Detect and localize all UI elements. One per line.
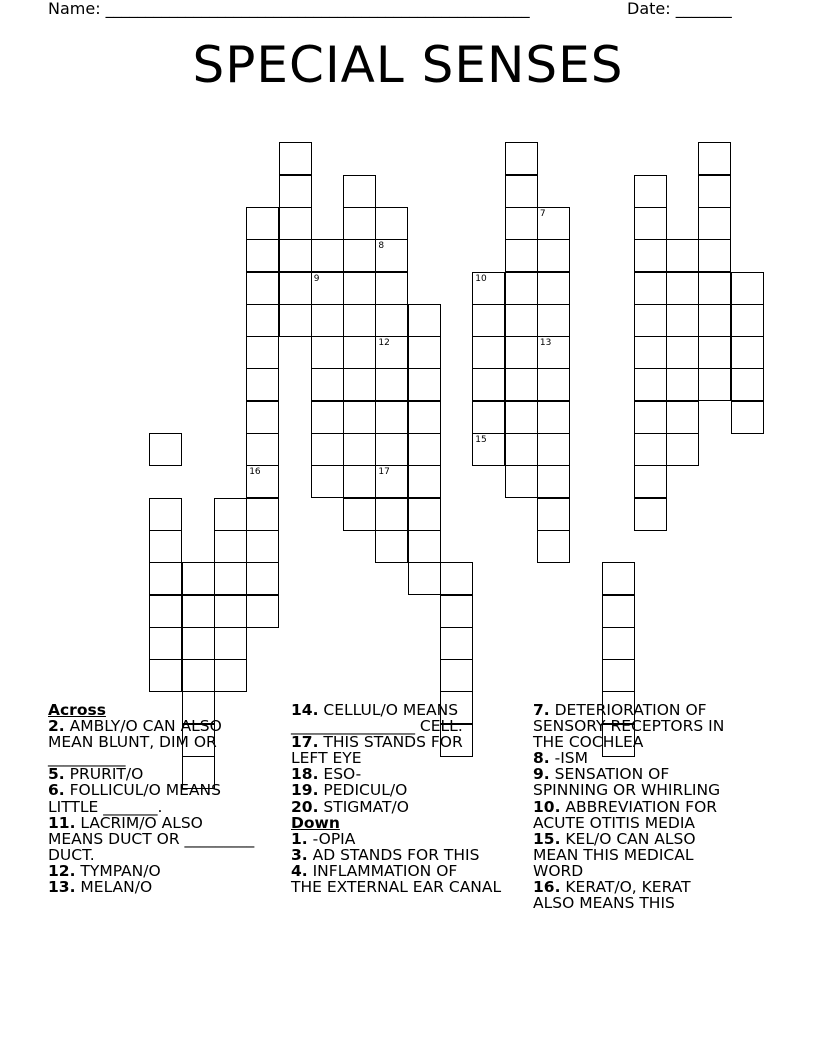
- grid-cell[interactable]: [375, 433, 408, 466]
- clue-line: [291, 782, 527, 798]
- clue-number-label: 20.: [291, 797, 319, 816]
- across-clues-list: [48, 718, 284, 895]
- grid-cell[interactable]: [311, 239, 344, 272]
- grid-cell[interactable]: [698, 368, 731, 401]
- grid-cell[interactable]: [279, 239, 312, 272]
- clue-number-label: 12.: [48, 861, 76, 880]
- grid-cell[interactable]: [149, 530, 182, 563]
- clue-number-label: 5.: [48, 765, 65, 784]
- clue-text: KEL/O CAN ALSO: [560, 829, 696, 848]
- clue-text: MEAN BLUNT, DIM OR: [48, 733, 217, 752]
- clues-column-3: [533, 702, 773, 911]
- grid-cell[interactable]: [634, 465, 667, 498]
- clues-column-1: [48, 702, 284, 895]
- grid-cell[interactable]: [182, 595, 215, 628]
- clue-line: [291, 702, 527, 718]
- clue-text: AMBLY/O CAN ALSO: [64, 717, 222, 736]
- clue-line: [48, 847, 284, 863]
- grid-cell[interactable]: [182, 562, 215, 595]
- clue-number: 15: [475, 435, 487, 445]
- grid-cell[interactable]: [149, 595, 182, 628]
- clue-line: [533, 879, 773, 895]
- clue-line: [533, 815, 773, 831]
- clue-number-label: 2.: [48, 717, 65, 736]
- clue-number-label: 6.: [48, 781, 65, 800]
- grid-cell[interactable]: [149, 433, 182, 466]
- grid-cell[interactable]: [343, 272, 376, 305]
- clue-line: [48, 863, 284, 879]
- grid-cell[interactable]: [279, 142, 312, 175]
- clue-number-label: 19.: [291, 781, 319, 800]
- clue-text: ALSO MEANS THIS: [533, 894, 675, 913]
- grid-cell[interactable]: [279, 304, 312, 337]
- clue-line: [291, 799, 527, 815]
- grid-cell[interactable]: [666, 368, 699, 401]
- grid-cell[interactable]: [634, 433, 667, 466]
- grid-cell[interactable]: [666, 272, 699, 305]
- clue-line: [533, 863, 773, 879]
- page-title: SPECIAL SENSES: [192, 36, 624, 94]
- grid-cell[interactable]: [311, 433, 344, 466]
- clue-text: THE EXTERNAL EAR CANAL: [291, 878, 502, 897]
- grid-cell[interactable]: [440, 562, 473, 595]
- grid-cell[interactable]: [602, 562, 635, 595]
- grid-cell[interactable]: [408, 433, 441, 466]
- grid-cell[interactable]: [246, 239, 279, 272]
- grid-cell[interactable]: [634, 368, 667, 401]
- grid-cell[interactable]: [375, 207, 408, 240]
- grid-cell[interactable]: [505, 175, 538, 208]
- clue-text: WORD: [533, 861, 584, 880]
- grid-cell[interactable]: [375, 272, 408, 305]
- clue-line: [48, 718, 284, 734]
- clue-text: LEFT EYE: [291, 749, 362, 768]
- grid-cell[interactable]: [375, 401, 408, 434]
- clue-number-label: 1.: [291, 829, 308, 848]
- grid-cell[interactable]: [375, 239, 408, 272]
- grid-cell[interactable]: [149, 562, 182, 595]
- grid-cell[interactable]: [634, 175, 667, 208]
- clue-line: [291, 847, 527, 863]
- grid-cell[interactable]: [698, 239, 731, 272]
- grid-cell[interactable]: [472, 336, 505, 369]
- grid-cell[interactable]: [375, 368, 408, 401]
- clue-number-label: 9.: [533, 765, 550, 784]
- clue-number-label: 4.: [291, 861, 308, 880]
- grid-cell[interactable]: [246, 207, 279, 240]
- grid-cell[interactable]: [311, 304, 344, 337]
- grid-cell[interactable]: [505, 465, 538, 498]
- clue-text: PRURIT/O: [64, 765, 144, 784]
- clue-text: __________: [48, 749, 126, 768]
- grid-cell[interactable]: [246, 465, 279, 498]
- clue-line: [533, 766, 773, 782]
- grid-cell[interactable]: [246, 562, 279, 595]
- clues-column-2: [291, 702, 527, 895]
- clue-number-label: 11.: [48, 813, 76, 832]
- grid-cell[interactable]: [634, 401, 667, 434]
- clue-number-label: 14.: [291, 701, 319, 719]
- clue-number-label: 17.: [291, 733, 319, 752]
- grid-cell[interactable]: [698, 336, 731, 369]
- grid-cell[interactable]: [472, 368, 505, 401]
- clue-text: ________________ CELL.: [291, 717, 463, 736]
- grid-cell[interactable]: [246, 336, 279, 369]
- grid-cell[interactable]: [537, 304, 570, 337]
- grid-cell[interactable]: [408, 562, 441, 595]
- clue-text: TYMPAN/O: [75, 861, 161, 880]
- clue-text: -ISM: [549, 749, 588, 768]
- clue-line: [48, 782, 284, 798]
- grid-cell[interactable]: [472, 272, 505, 305]
- grid-cell[interactable]: [214, 627, 247, 660]
- grid-cell[interactable]: [343, 239, 376, 272]
- grid-cell[interactable]: [505, 368, 538, 401]
- clue-text: SENSATION OF: [549, 765, 670, 784]
- clue-text: MEANS DUCT OR _________: [48, 829, 255, 848]
- grid-cell[interactable]: [666, 304, 699, 337]
- grid-cell[interactable]: [343, 433, 376, 466]
- grid-cell[interactable]: [214, 562, 247, 595]
- clue-line: [291, 863, 527, 879]
- grid-cell[interactable]: [279, 207, 312, 240]
- clue-text: LITTLE _______.: [48, 797, 163, 816]
- grid-cell[interactable]: [602, 627, 635, 660]
- grid-cell[interactable]: [279, 175, 312, 208]
- clue-number: 7: [539, 208, 546, 219]
- grid-cell[interactable]: [505, 272, 538, 305]
- clue-number: 17: [378, 467, 390, 478]
- grid-cell[interactable]: [214, 498, 247, 531]
- grid-cell[interactable]: [537, 239, 570, 272]
- grid-cell[interactable]: [602, 659, 635, 692]
- clue-line: [291, 766, 527, 782]
- clue-line: [291, 718, 527, 734]
- grid-cell[interactable]: [731, 272, 764, 305]
- clue-line: [533, 782, 773, 798]
- grid-cell[interactable]: [246, 304, 279, 337]
- clue-number-label: 8.: [533, 749, 550, 768]
- clue-line: [291, 734, 527, 750]
- grid-cell[interactable]: [505, 239, 538, 272]
- clue-line: [533, 895, 773, 911]
- grid-cell[interactable]: [375, 530, 408, 563]
- clue-line: [533, 847, 773, 863]
- clue-line: [48, 831, 284, 847]
- clue-number: 12: [378, 338, 390, 349]
- grid-cell[interactable]: [311, 272, 344, 305]
- grid-cell[interactable]: [537, 401, 570, 434]
- grid-cell[interactable]: [698, 304, 731, 337]
- grid-cell[interactable]: [311, 465, 344, 498]
- grid-cell[interactable]: [343, 368, 376, 401]
- grid-cell[interactable]: [440, 627, 473, 660]
- clue-text: MEAN THIS MEDICAL: [533, 845, 694, 864]
- clue-line: [533, 750, 773, 766]
- clue-line: [291, 879, 527, 895]
- grid-cell[interactable]: [698, 175, 731, 208]
- grid-cell[interactable]: [634, 272, 667, 305]
- grid-cell[interactable]: [731, 336, 764, 369]
- grid-cell[interactable]: [505, 401, 538, 434]
- grid-cell[interactable]: [182, 659, 215, 692]
- down-clues-list: [291, 831, 527, 895]
- grid-cell[interactable]: [375, 336, 408, 369]
- grid-cell[interactable]: [634, 498, 667, 531]
- clue-text: INFLAMMATION OF: [307, 861, 458, 880]
- grid-cell[interactable]: [214, 530, 247, 563]
- grid-cell[interactable]: [634, 239, 667, 272]
- clue-number: 10: [475, 273, 487, 284]
- grid-cell[interactable]: [666, 239, 699, 272]
- across-clues-list-continued: [291, 702, 527, 815]
- clue-text: LACRIM/O ALSO: [75, 813, 203, 832]
- clue-line: [48, 766, 284, 782]
- clue-line: [48, 750, 284, 766]
- down-clues-list-continued: [533, 702, 773, 911]
- clue-line: [48, 879, 284, 895]
- clue-text: THE COCHLEA: [533, 733, 644, 752]
- grid-cell[interactable]: [246, 595, 279, 628]
- grid-cell[interactable]: [537, 465, 570, 498]
- grid-cell[interactable]: [149, 659, 182, 692]
- grid-cell[interactable]: [537, 207, 570, 240]
- grid-cell[interactable]: [408, 465, 441, 498]
- clue-line: [533, 831, 773, 847]
- name-field-line: Name: _____________________________________________________: [48, 0, 530, 18]
- grid-cell[interactable]: [246, 272, 279, 305]
- grid-cell[interactable]: [408, 498, 441, 531]
- grid-cell[interactable]: [698, 272, 731, 305]
- grid-cell[interactable]: [375, 465, 408, 498]
- clue-line: [533, 734, 773, 750]
- grid-cell[interactable]: [343, 175, 376, 208]
- down-heading: Down: [291, 813, 340, 832]
- grid-cell[interactable]: [505, 433, 538, 466]
- clue-text: MELAN/O: [75, 878, 153, 897]
- grid-cell[interactable]: [408, 368, 441, 401]
- grid-cell[interactable]: [666, 433, 699, 466]
- grid-cell[interactable]: [408, 336, 441, 369]
- grid-cell[interactable]: [440, 595, 473, 628]
- grid-cell[interactable]: [537, 433, 570, 466]
- grid-cell[interactable]: [666, 401, 699, 434]
- grid-cell[interactable]: [343, 498, 376, 531]
- grid-cell[interactable]: [343, 207, 376, 240]
- clue-text: DETERIORATION OF: [549, 701, 707, 719]
- grid-cell[interactable]: [408, 304, 441, 337]
- grid-cell[interactable]: [311, 368, 344, 401]
- clue-text: ACUTE OTITIS MEDIA: [533, 813, 696, 832]
- across-heading: Across: [48, 701, 106, 719]
- date-field-line: Date: _______: [627, 0, 732, 18]
- clue-number: 8: [378, 241, 385, 252]
- clue-text: -OPIA: [307, 829, 356, 848]
- clue-text: DUCT.: [48, 845, 95, 864]
- grid-cell[interactable]: [537, 530, 570, 563]
- clue-number-label: 7.: [533, 701, 550, 719]
- clue-line: [291, 831, 527, 847]
- clue-text: ESO-: [318, 765, 362, 784]
- grid-cell[interactable]: [472, 401, 505, 434]
- grid-cell[interactable]: [666, 336, 699, 369]
- clue-number-label: 18.: [291, 765, 319, 784]
- grid-cell[interactable]: [375, 498, 408, 531]
- clue-text: PEDICUL/O: [318, 781, 408, 800]
- clue-line: [291, 750, 527, 766]
- clue-text: STIGMAT/O: [318, 797, 409, 816]
- grid-cell[interactable]: [343, 336, 376, 369]
- grid-cell[interactable]: [472, 433, 505, 466]
- grid-cell[interactable]: [343, 401, 376, 434]
- grid-cell[interactable]: [634, 207, 667, 240]
- grid-cell[interactable]: [246, 530, 279, 563]
- grid-cell[interactable]: [634, 336, 667, 369]
- clue-number: 9: [313, 273, 320, 284]
- grid-cell[interactable]: [440, 659, 473, 692]
- grid-cell[interactable]: [537, 272, 570, 305]
- grid-cell[interactable]: [246, 433, 279, 466]
- grid-cell[interactable]: [246, 498, 279, 531]
- grid-cell[interactable]: [537, 368, 570, 401]
- grid-cell[interactable]: [279, 272, 312, 305]
- clue-text: ABBREVIATION FOR: [560, 797, 718, 816]
- clue-line: [533, 799, 773, 815]
- clue-text: KERAT/O, KERAT: [560, 878, 691, 897]
- grid-cell[interactable]: [149, 498, 182, 531]
- grid-cell[interactable]: [698, 207, 731, 240]
- grid-cell[interactable]: [472, 304, 505, 337]
- clue-text: SPINNING OR WHIRLING: [533, 781, 721, 800]
- grid-cell[interactable]: [537, 336, 570, 369]
- grid-cell[interactable]: [698, 142, 731, 175]
- grid-cell[interactable]: [602, 595, 635, 628]
- grid-cell[interactable]: [214, 659, 247, 692]
- clue-number-label: 13.: [48, 878, 76, 897]
- clue-text: SENSORY RECEPTORS IN: [533, 717, 725, 736]
- grid-cell[interactable]: [149, 627, 182, 660]
- clue-line: [533, 702, 773, 718]
- grid-cell[interactable]: [537, 498, 570, 531]
- clue-number-label: 3.: [291, 845, 308, 864]
- grid-cell[interactable]: [505, 304, 538, 337]
- clue-text: AD STANDS FOR THIS: [307, 845, 480, 864]
- clue-line: [48, 734, 284, 750]
- clue-number-label: 10.: [533, 797, 561, 816]
- grid-cell[interactable]: [505, 336, 538, 369]
- grid-cell[interactable]: [343, 465, 376, 498]
- grid-cell[interactable]: [634, 304, 667, 337]
- grid-cell[interactable]: [246, 368, 279, 401]
- clue-text: FOLLICUL/O MEANS: [64, 781, 221, 800]
- grid-cell[interactable]: [731, 368, 764, 401]
- clue-text: THIS STANDS FOR: [318, 733, 463, 752]
- clue-number-label: 15.: [533, 829, 561, 848]
- grid-cell[interactable]: [182, 627, 215, 660]
- grid-cell[interactable]: [214, 595, 247, 628]
- grid-cell[interactable]: [246, 401, 279, 434]
- clue-number-label: 16.: [533, 878, 561, 897]
- grid-cell[interactable]: [731, 401, 764, 434]
- grid-cell[interactable]: [731, 304, 764, 337]
- clue-number: 13: [539, 338, 552, 349]
- grid-cell[interactable]: [343, 304, 376, 337]
- grid-cell[interactable]: [408, 530, 441, 563]
- clue-number: 16: [249, 467, 261, 478]
- clue-line: [533, 718, 773, 734]
- grid-cell[interactable]: [375, 304, 408, 337]
- grid-cell[interactable]: [311, 401, 344, 434]
- clue-text: CELLUL/O MEANS: [318, 701, 459, 719]
- clue-line: [48, 815, 284, 831]
- grid-cell[interactable]: [505, 142, 538, 175]
- grid-cell[interactable]: [408, 401, 441, 434]
- clue-line: [48, 799, 284, 815]
- grid-cell[interactable]: [505, 207, 538, 240]
- grid-cell[interactable]: [311, 336, 344, 369]
